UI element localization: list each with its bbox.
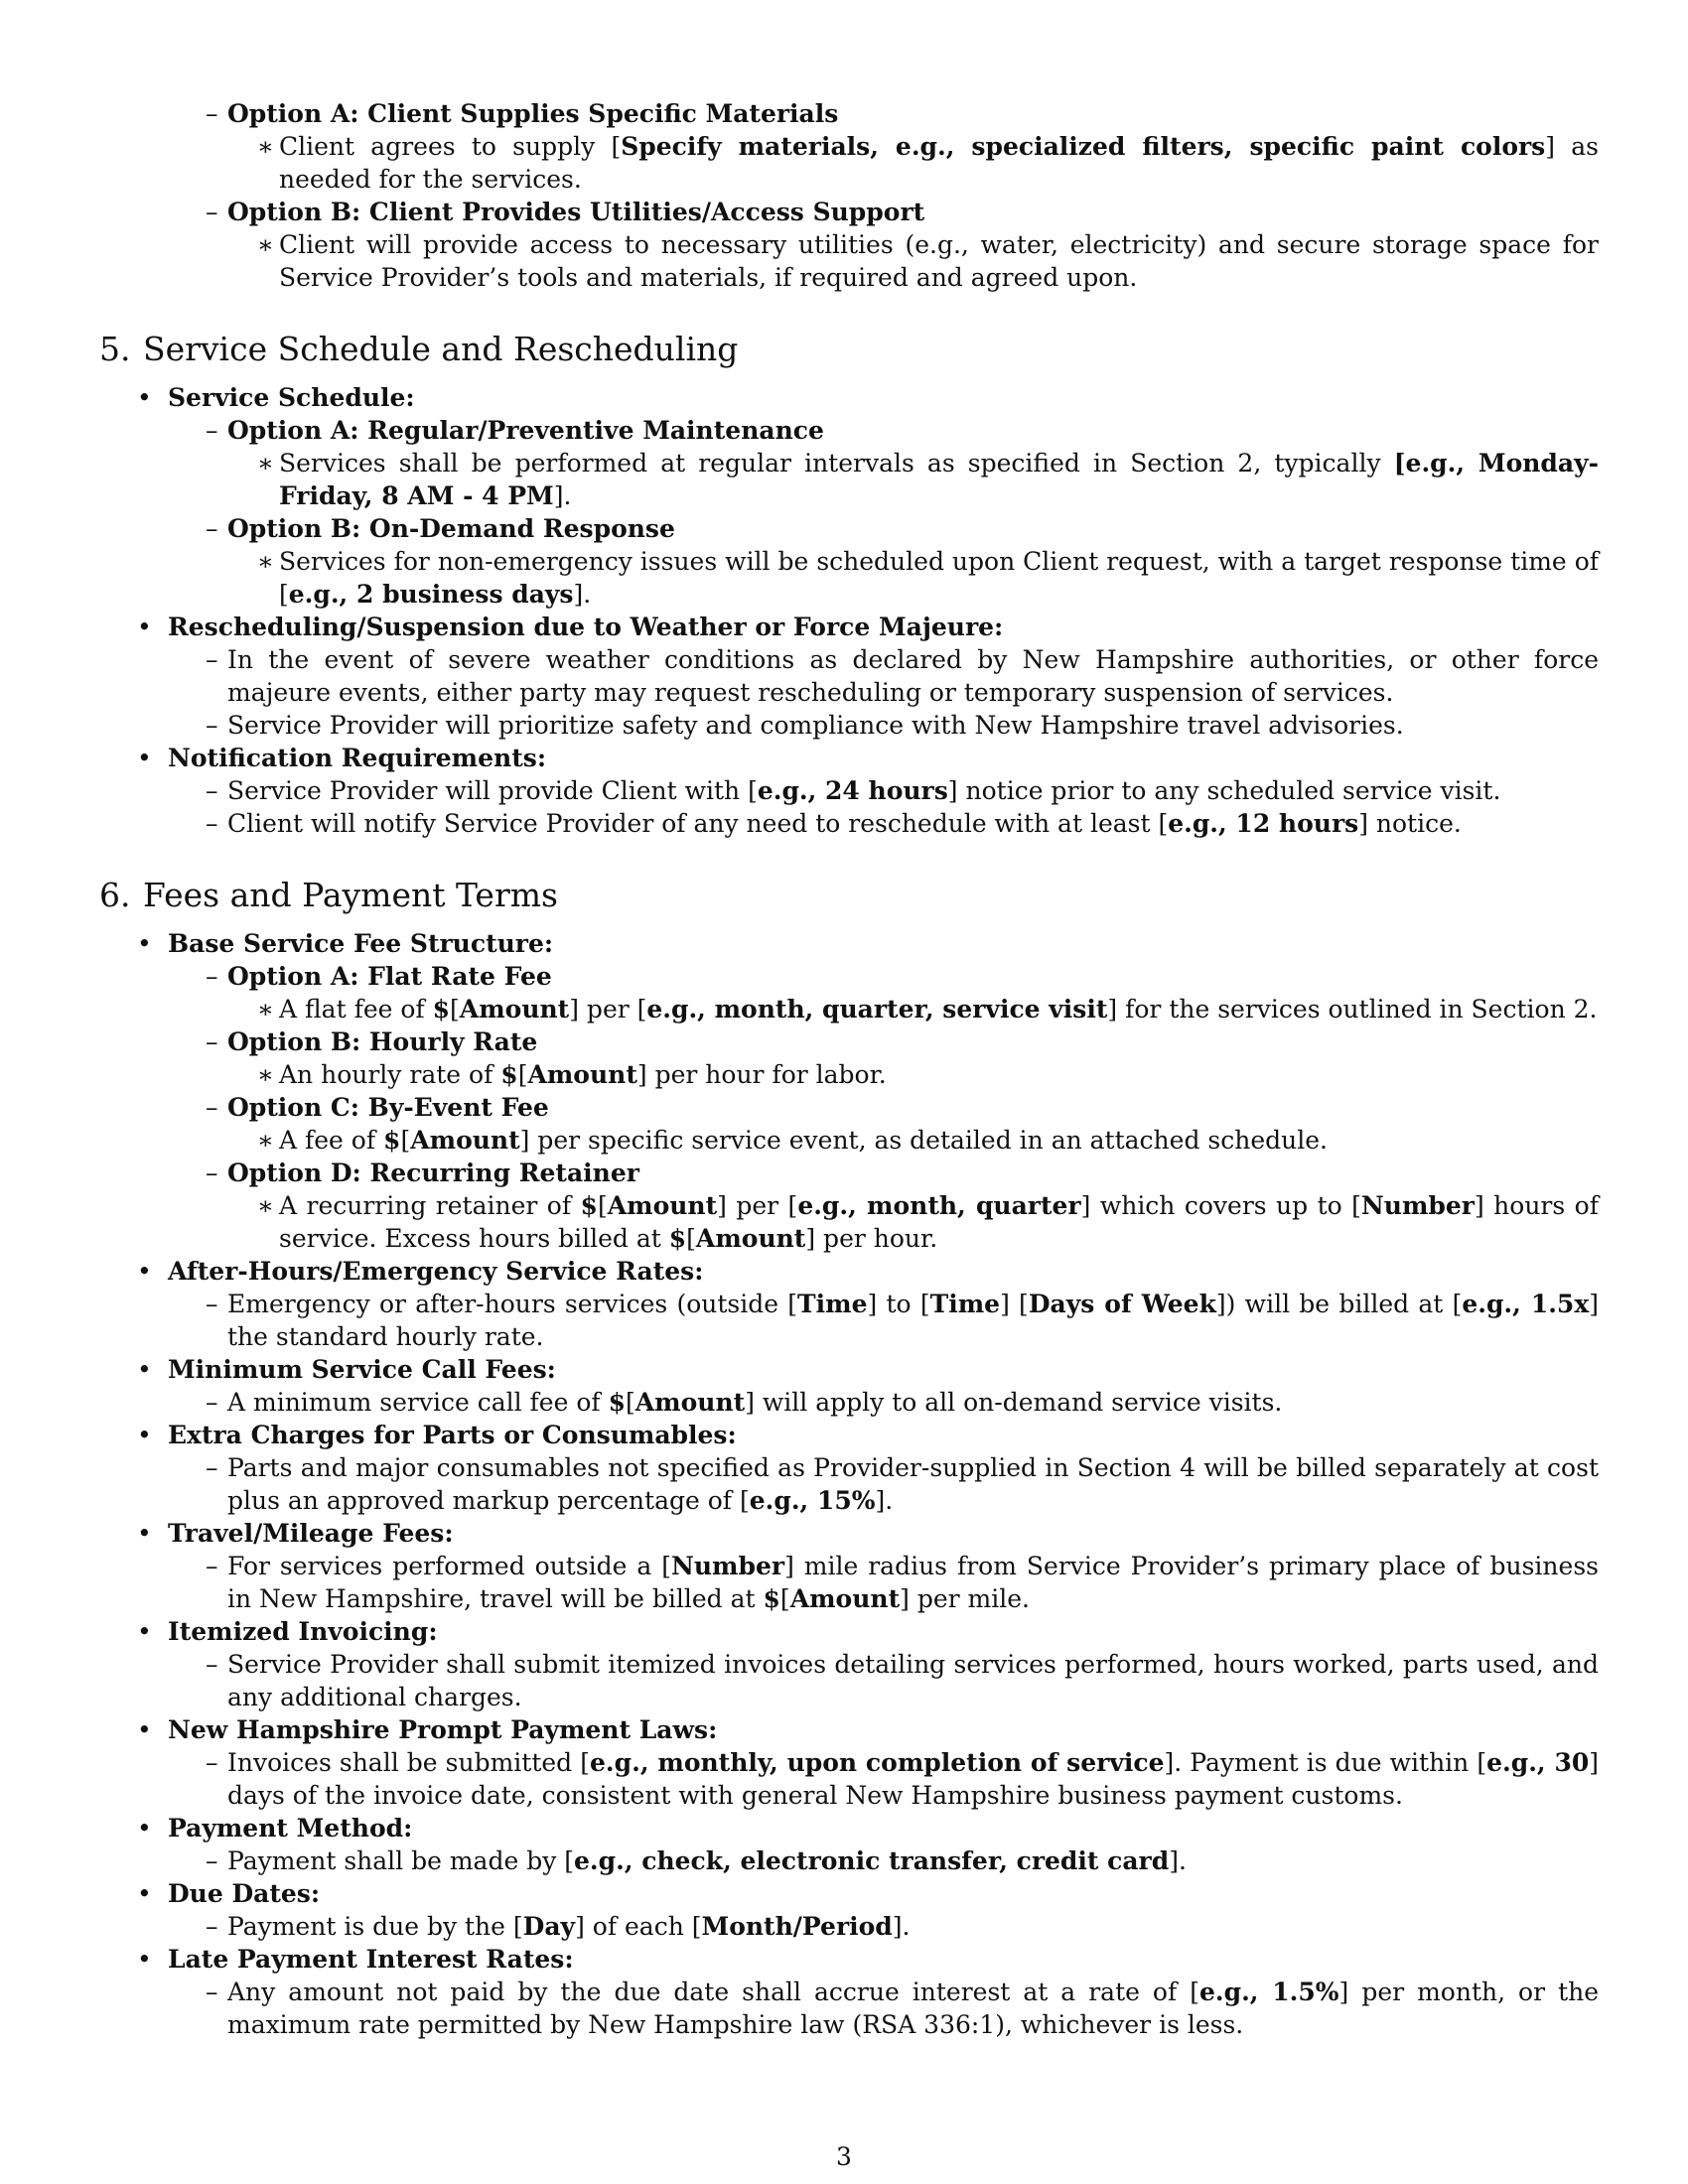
item-text: Invoices shall be submitted [e.g., monthly, upon completion of service]. Payment is due within [e.g., 30] days of the invoice date, consistent with general New Hampshire business payment customs. [227,1748,1600,1810]
option-title: Option A: Client Supplies Specific Materials [227,99,839,128]
bullet-marker: • [137,744,152,772]
page-number: 3 [836,2142,852,2171]
list-item [168,1550,1599,1615]
dash-marker: – [206,1552,218,1580]
item-text: For services performed outside a [Number] mile radius from Service Provider’s primary place of business in New Hampshire, travel will be billed at $[Amount] per mile. [227,1552,1599,1613]
list-item [227,447,1599,512]
dash-marker: – [206,1978,218,2006]
item-text: A flat fee of $[Amount] per [e.g., month, quarter, service visit] for the services outlined in Section 2. [279,995,1598,1024]
list-item: – Option A: Flat Rate Fee ∗ A flat fee of $[Amount] per [e.g., month, quarter, service visit] for the services outlined in Section 2. [206,962,1598,1024]
dash-marker: – [206,99,218,128]
bullet-marker: • [137,929,152,958]
item-text: Service Provider will provide Client with [e.g., 24 hours] notice prior to any scheduled service visit. [227,776,1501,805]
section4-options [99,97,1599,294]
dash-marker: – [206,1453,218,1482]
bullet-marker: • [137,1715,152,1744]
star-marker: ∗ [257,449,274,478]
star-marker: ∗ [257,230,274,259]
bullet-marker: • [137,1257,152,1286]
item-text: Payment shall be made by [e.g., check, electronic transfer, credit card]. [227,1846,1187,1875]
star-marker: ∗ [257,1060,274,1089]
list-item [168,97,1599,196]
dash-marker: – [206,962,218,991]
dash-marker: – [206,514,218,543]
section-heading-6: 6. Fees and Payment Terms [99,876,558,914]
item-text: Parts and major consumables not specified as Provider-supplied in Section 4 will be billed separately at cost plus an approved markup percentage of [e.g., 15%]. [227,1453,1599,1515]
dash-marker: – [206,1290,218,1318]
item-text: A minimum service call fee of $[Amount] will apply to all on-demand service visits. [227,1388,1283,1417]
bullet-marker: • [137,1814,152,1843]
star-marker: ∗ [257,547,274,576]
dash-marker: – [206,1027,218,1056]
list-item [168,1844,1599,1877]
item-text: Client agrees to supply [Specify materials, e.g., specialized filters, specific paint colors] as needed for the services. [279,132,1599,194]
list-item: – Option B: On-Demand Response ∗ Services for non-emergency issues will be scheduled upon Client request, with a target response time of [e.g., 2 business days]. [206,514,1599,609]
list-item [227,228,1599,294]
list-item [227,545,1599,611]
dash-marker: – [206,1159,218,1187]
list-item [168,643,1599,709]
section6-list [99,927,1599,2041]
list-item: – Option A: Regular/Preventive Maintenance ∗ Services shall be performed at regular intervals as specified in Section 2, typically [e.g., Monday-Friday, 8 AM - 4 PM]. [206,416,1600,510]
list-item: • Base Service Fee Structure: – Option A: Flat Rate Fee ∗ A flat fee of $[Amount] per [e.g., month, quarter, service visit] for the services outlined in Section 2. – Option B: Hourly Rate ∗ An hourly rate of $[Amount] per hour for labor. – Option C: By-Event Fee ∗ A fee of $[Amount] per specific service event, as detailed in an attached schedule. – Option D: Recurring Retainer ∗ A recurring retainer of $[Amount] per [e.g., month, quarter] which covers up to [Number] hours of service. Excess hours billed at $[Amount] per hour. [137,929,1599,1253]
list-item: • Payment Method: – Payment shall be made by [e.g., check, electronic transfer, credit card]. [99,1812,1599,1877]
list-item: • Due Dates: – Payment is due by the [Day] of each [Month/Period]. [99,1877,1599,1943]
list-item [168,1910,1599,1943]
list-item: • Notification Requirements: – Service Provider will provide Client with [e.g., 24 hours] notice prior to any scheduled service visit. – Client will notify Service Provider of any need to reschedule with at least [e.g., 12 hours] notice. [99,742,1599,840]
list-item: • Travel/Mileage Fees: – For services performed outside a [Number] mile radius from Service Provider’s primary place of business in New Hampshire, travel will be billed at $[Amount] per mile. [137,1519,1599,1613]
item-text: An hourly rate of $[Amount] per hour for labor. [279,1060,887,1089]
list-item [227,130,1599,196]
list-item [168,1288,1599,1353]
dash-marker: – [206,645,218,674]
bullet-marker: • [137,1879,152,1908]
bullet-marker: • [137,1617,152,1646]
item-text: Client will provide access to necessary utilities (e.g., water, electricity) and secure storage space for Service Provider’s tools and materials, if required and agreed upon. [279,230,1599,292]
option-title: Option B: Client Provides Utilities/Access Support [227,198,925,226]
bullet-marker: • [137,1355,152,1384]
star-marker: ∗ [257,1126,274,1155]
dash-marker: – [206,711,218,740]
dash-marker: – [206,198,218,226]
item-text: In the event of severe weather conditions as declared by New Hampshire authorities, or other force majeure events, either party may request rescheduling or temporary suspension of services. [227,645,1599,707]
list-item: • New Hampshire Prompt Payment Laws: – Invoices shall be submitted [e.g., monthly, upon completion of service]. Payment is due within [e.g., 30] days of the invoice date, consistent with general New Hampshire business payment customs. [137,1715,1600,1810]
item-text: Payment is due by the [Day] of each [Month/Period]. [227,1912,911,1941]
list-item: • Extra Charges for Parts or Consumables: – Parts and major consumables not specified as Provider-supplied in Section 4 will be billed separately at cost plus an approved markup percentage of [e.g., 15%]. [137,1421,1599,1515]
star-marker: ∗ [257,1191,274,1220]
list-item [168,1746,1599,1812]
list-item: • Rescheduling/Suspension due to Weather or Force Majeure: – In the event of severe weather conditions as declared by New Hampshire authorities, or other force majeure events, either party may request rescheduling or temporary suspension of services. – Service Provider will prioritize safety and compliance with New Hampshire travel advisories. [137,613,1599,740]
dash-marker: – [206,1388,218,1417]
dash-marker: – [206,1912,218,1941]
item-text: A fee of $[Amount] per specific service event, as detailed in an attached schedule. [279,1126,1328,1155]
section5-list [99,381,1599,840]
list-item [227,993,1599,1025]
list-item: • Minimum Service Call Fees: – A minimum service call fee of $[Amount] will apply to all on-demand service visits. [99,1353,1599,1419]
list-item [168,709,1599,742]
dash-marker: – [206,1846,218,1875]
list-item [168,196,1599,294]
bullet-marker: • [137,613,152,641]
list-item [227,1189,1599,1255]
item-text: Service Provider shall submit itemized invoices detailing services performed, hours worked, parts used, and any additional charges. [227,1650,1599,1711]
list-item [168,1451,1599,1517]
list-item: – Option D: Recurring Retainer ∗ A recurring retainer of $[Amount] per [e.g., month, quarter] which covers up to [Number] hours of service. Excess hours billed at $[Amount] per hour. [206,1159,1599,1253]
list-item: • Late Payment Interest Rates: – Any amount not paid by the due date shall accrue interest at a rate of [e.g., 1.5%] per month, or the maximum rate permitted by New Hampshire law (RSA 336:1), whichever is less. [137,1945,1600,2039]
item-text: Any amount not paid by the due date shall accrue interest at a rate of [e.g., 1.5%] per month, or the maximum rate permitted by New Hampshire law (RSA 336:1), whichever is less. [227,1978,1600,2039]
list-item: • After-Hours/Emergency Service Rates: – Emergency or after-hours services (outside [Time] to [Time] [Days of Week]) will be billed at [e.g., 1.5x] the standard hourly rate. [137,1257,1599,1351]
list-item: • Itemized Invoicing: – Service Provider shall submit itemized invoices detailing services performed, hours worked, parts used, and any additional charges. [137,1617,1599,1711]
list-item [168,807,1599,840]
list-item [168,1648,1599,1713]
item-text: A recurring retainer of $[Amount] per [e.g., month, quarter] which covers up to [Number] hours of service. Excess hours billed at $[Amount] per hour. [279,1191,1599,1253]
dash-marker: – [206,809,218,838]
star-marker: ∗ [257,995,274,1024]
dash-marker: – [206,1748,218,1777]
dash-marker: – [206,776,218,805]
star-marker: ∗ [257,132,274,161]
item-text: Services for non-emergency issues will be scheduled upon Client request, with a target response time of [e.g., 2 business days]. [279,547,1599,609]
document-page [99,97,1599,2041]
item-text: Emergency or after-hours services (outside [Time] to [Time] [Days of Week]) will be billed at [e.g., 1.5x] the standard hourly rate. [227,1290,1599,1351]
list-item [168,1976,1599,2041]
dash-marker: – [206,416,218,445]
list-item: • Service Schedule: – Option A: Regular/Preventive Maintenance ∗ Services shall be performed at regular intervals as specified in Section 2, typically [e.g., Monday-Friday, 8 AM - 4 PM]. – Option B: On-Demand Response ∗ Services for non-emergency issues will be scheduled upon Client request, with a target response time of [e.g., 2 business days]. [137,383,1600,609]
list-item [227,1124,1599,1157]
item-text: Services shall be performed at regular intervals as specified in Section 2, typically [e.g., Monday-Friday, 8 AM - 4 PM]. [279,449,1600,510]
item-text: Service Provider will prioritize safety and compliance with New Hampshire travel advisories. [227,711,1404,740]
section-heading-5: 5. Service Schedule and Rescheduling [99,330,739,368]
list-item [168,774,1599,807]
list-item: – Option C: By-Event Fee ∗ A fee of $[Amount] per specific service event, as detailed in an attached schedule. [168,1091,1599,1157]
bullet-marker: • [137,1945,152,1974]
bullet-marker: • [137,383,152,412]
list-item [227,1058,1599,1091]
bullet-marker: • [137,1519,152,1548]
dash-marker: – [206,1650,218,1679]
item-text: Client will notify Service Provider of any need to reschedule with at least [e.g., 12 hours] notice. [227,809,1462,838]
dash-marker: – [206,1093,218,1122]
list-item [168,1386,1599,1419]
bullet-marker: • [137,1421,152,1449]
list-item: – Option B: Hourly Rate ∗ An hourly rate of $[Amount] per hour for labor. [168,1025,1599,1091]
